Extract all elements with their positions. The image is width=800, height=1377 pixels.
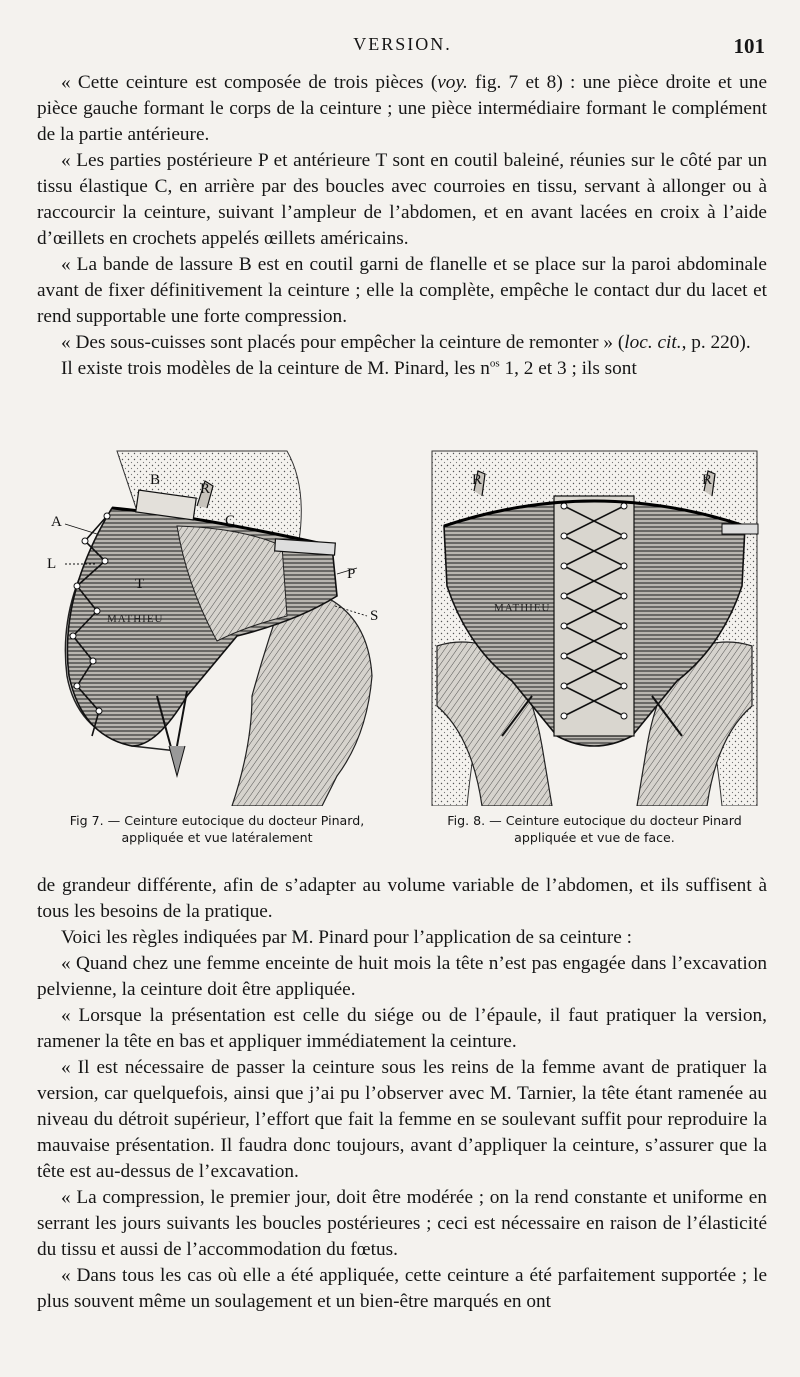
figure-8-caption-line2: appliquée et vue de face. (514, 830, 675, 845)
italic-citation: loc. cit. (624, 332, 682, 353)
fig7-label-b: B (150, 472, 161, 488)
paragraph (37, 148, 767, 252)
text-run: 1, 2 et 3 ; ils sont (499, 358, 637, 379)
text-run: « Il est nécessaire de passer la ceinture sous les reins de la femme avant de pratiquer la version, car quelquefois, ainsi que j’ai pu l’observer avec M. Tarnier, la tête étant ramenée au niveau du détroit supérieur, l’effort que fait la femme en se soulevant suffit pour reproduire la mauvaise présentation. Il faudra donc toujours, avant d’appliquer la ceinture, s’assurer que la tête est au-dessus de l’excavation. (37, 1057, 767, 1182)
text-run: « Les parties postérieure P et antérieure T sont en coutil baleiné, réunies sur le côté par un tissu élastique C, en arrière par des boucles avec courroies en tissu, servant à allonger ou à raccourcir la ceinture, suivant l’ampleur de l’abdomen, et en avant lacées en croix à l’aide d’œillets en crochets appelés œillets américains. (37, 150, 767, 249)
figure-8 (422, 446, 767, 846)
page-number: 101 (733, 34, 765, 58)
fig7-label-p: P (347, 566, 356, 582)
paragraph (37, 252, 767, 330)
paragraph (37, 1185, 767, 1263)
fig8-label-r-left: R (472, 472, 483, 488)
paragraph (37, 70, 767, 148)
page-header (40, 34, 765, 62)
text-run: Voici les règles indiquées par M. Pinard pour l’application de sa ceinture : (61, 927, 632, 948)
fig7-label-r: R (200, 481, 211, 497)
paragraph (37, 1263, 767, 1315)
fig8-label-r-right: R (702, 472, 713, 488)
body-text-bottom (37, 873, 767, 1315)
paragraph (37, 1055, 767, 1185)
figure-7-caption-line2: appliquée et vue latéralement (121, 830, 313, 845)
text-run: « Dans tous les cas où elle a été appliquée, cette ceinture a été parfaitement supportée ; le plus souvent même un soulagement et un bien-être marqués en ont (37, 1265, 767, 1312)
paragraph (37, 356, 767, 382)
text-run: « Quand chez une femme enceinte de huit mois la tête n’est pas engagée dans l’excavation pelvienne, la ceinture doit être appliquée. (37, 953, 767, 1000)
running-head: VERSION. (353, 34, 452, 54)
italic-citation: voy. (437, 72, 468, 93)
fig8-maker-mark: MATHIEU (494, 602, 551, 614)
figure-7-engraving (37, 446, 397, 806)
figure-7-caption-line1: Fig 7. — Ceinture eutocique du docteur Pinard, (69, 813, 365, 828)
paragraph (37, 330, 767, 356)
figure-7-caption (37, 812, 397, 846)
superscript: os (489, 357, 500, 370)
fig7-label-s: S (370, 608, 379, 624)
text-run: Il existe trois modèles de la ceinture de M. Pinard, les n (61, 358, 490, 379)
figure-8-engraving (422, 446, 767, 806)
text-run: « Cette ceinture est composée de trois pièces ( (61, 72, 438, 93)
fig7-label-a: A (51, 514, 62, 530)
text-run: de grandeur différente, afin de s’adapter au volume variable de l’abdomen, et ils suffisent à tous les besoins de la pratique. (37, 875, 767, 922)
figure-8-caption (422, 812, 767, 846)
fig7-maker-mark: MATHIEU (107, 613, 164, 625)
text-run: « Lorsque la présentation est celle du siége ou de l’épaule, il faut pratiquer la version, ramener la tête en bas et appliquer immédiatement la ceinture. (37, 1005, 767, 1052)
paragraph (37, 925, 767, 951)
figures (37, 446, 767, 866)
paragraph (37, 1003, 767, 1055)
text-run: « La compression, le premier jour, doit être modérée ; on la rend constante et uniforme en serrant les jours suivants les boucles postérieures ; ceci est nécessaire en raison de l’élasticité du tissu et aussi de l’accommodation du fœtus. (37, 1187, 767, 1260)
text-run: fig. 7 et 8) : une pièce droite et une pièce gauche formant le corps de la ceinture ; une pièce intermédiaire formant le complément de la partie antérieure. (37, 72, 768, 145)
figure-8-caption-line1: Fig. 8. — Ceinture eutocique du docteur Pinard (447, 813, 742, 828)
fig7-label-t: T (135, 576, 145, 592)
body-text-top (37, 70, 767, 382)
paragraph (37, 951, 767, 1003)
paragraph (37, 873, 767, 925)
text-run: « Des sous-cuisses sont placés pour empêcher la ceinture de remonter » ( (61, 332, 625, 353)
fig7-label-l: L (47, 556, 57, 572)
fig7-label-c: C (225, 513, 236, 529)
text-run: « La bande de lassure B est en coutil garni de flanelle et se place sur la paroi abdominale avant de fixer définitivement la ceinture ; elle la complète, empêche le contact dur du lacet et rend supportable une forte compression. (37, 254, 767, 327)
text-run: , p. 220). (681, 332, 751, 353)
figure-7 (37, 446, 397, 846)
